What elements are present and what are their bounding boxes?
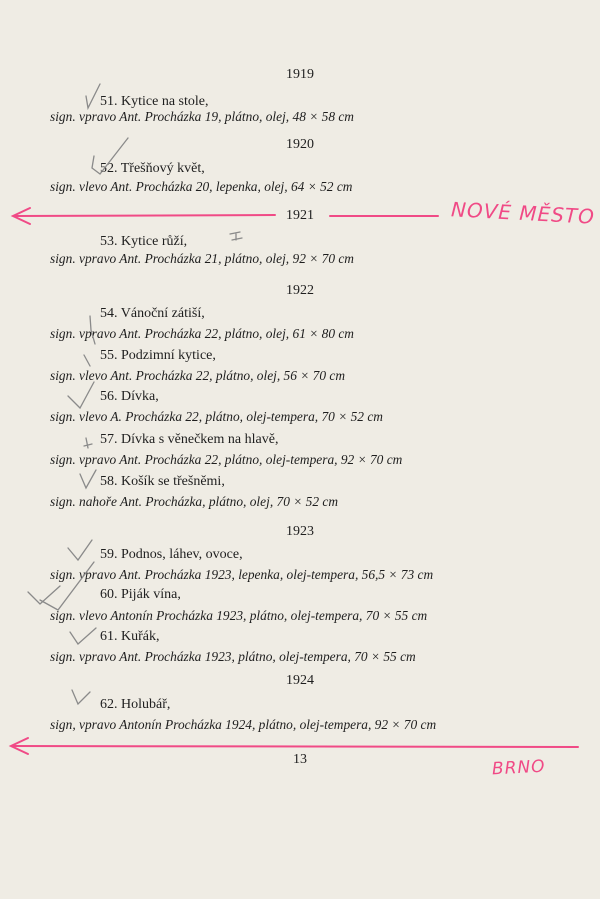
entry-signature: sign. vlevo A. Procházka 22, plátno, olej-tempera, 70 × 52 cm bbox=[50, 409, 383, 424]
entry-title: 58. Košík se třešněmi, bbox=[100, 474, 225, 489]
entry-signature: sign. vpravo Ant. Procházka 1923, lepenka, olej-tempera, 56,5 × 73 cm bbox=[50, 567, 434, 582]
entry-title: 53. Kytice růží, bbox=[100, 234, 188, 249]
year-heading-1920: 1920 bbox=[286, 137, 314, 152]
entry-title: 57. Dívka s věnečkem na hlavě, bbox=[100, 432, 279, 447]
page-number: 13 bbox=[293, 752, 307, 767]
entry-signature: sign. vpravo Ant. Procházka 22, plátno, olej, 61 × 80 cm bbox=[50, 326, 354, 341]
entry-title: 61. Kuřák, bbox=[100, 629, 160, 644]
year-heading-1921: 1921 bbox=[286, 208, 314, 223]
year-heading-1919: 1919 bbox=[286, 67, 314, 82]
entry-signature: sign. vlevo Antonín Procházka 1923, plátno, olej-tempera, 70 × 55 cm bbox=[50, 608, 428, 623]
entry-title: 62. Holubář, bbox=[100, 697, 171, 712]
pencil-check-marks bbox=[28, 84, 242, 704]
annotation-nove-mesto: NOVÉ MĚSTO bbox=[450, 197, 596, 229]
entry-signature: sign, vpravo Antonín Procházka 1924, plátno, olej-tempera, 92 × 70 cm bbox=[50, 717, 437, 732]
entry-signature: sign. vpravo Ant. Procházka 1923, plátno, olej-tempera, 70 × 55 cm bbox=[50, 649, 416, 664]
entry-title: 59. Podnos, láhev, ovoce, bbox=[100, 547, 243, 562]
entry-title: 60. Piják vína, bbox=[100, 587, 181, 602]
pink-arrow-1921 bbox=[13, 208, 438, 224]
entry-signature: sign. nahoře Ant. Procházka, plátno, olej, 70 × 52 cm bbox=[50, 494, 338, 509]
entry-signature: sign. vpravo Ant. Procházka 21, plátno, olej, 92 × 70 cm bbox=[50, 251, 354, 266]
entry-signature: sign. vpravo Ant. Procházka 22, plátno, olej-tempera, 92 × 70 cm bbox=[50, 452, 403, 467]
entry-title: 54. Vánoční zátiší, bbox=[100, 306, 205, 321]
year-heading-1923: 1923 bbox=[286, 524, 314, 539]
entry-title: 55. Podzimní kytice, bbox=[100, 348, 216, 363]
entry-title: 56. Dívka, bbox=[100, 389, 159, 404]
entry-signature: sign. vpravo Ant. Procházka 19, plátno, olej, 48 × 58 cm bbox=[50, 109, 354, 124]
pink-arrow-bottom bbox=[11, 738, 578, 754]
annotation-brno: BRNO bbox=[491, 756, 547, 780]
year-heading-1922: 1922 bbox=[286, 283, 314, 298]
entry-signature: sign. vlevo Ant. Procházka 22, plátno, olej, 56 × 70 cm bbox=[50, 368, 346, 383]
entry-title: 52. Třešňový květ, bbox=[100, 161, 205, 176]
entry-signature: sign. vlevo Ant. Procházka 20, lepenka, olej, 64 × 52 cm bbox=[50, 179, 353, 194]
entry-title: 51. Kytice na stole, bbox=[100, 94, 209, 109]
year-heading-1924: 1924 bbox=[286, 673, 314, 688]
